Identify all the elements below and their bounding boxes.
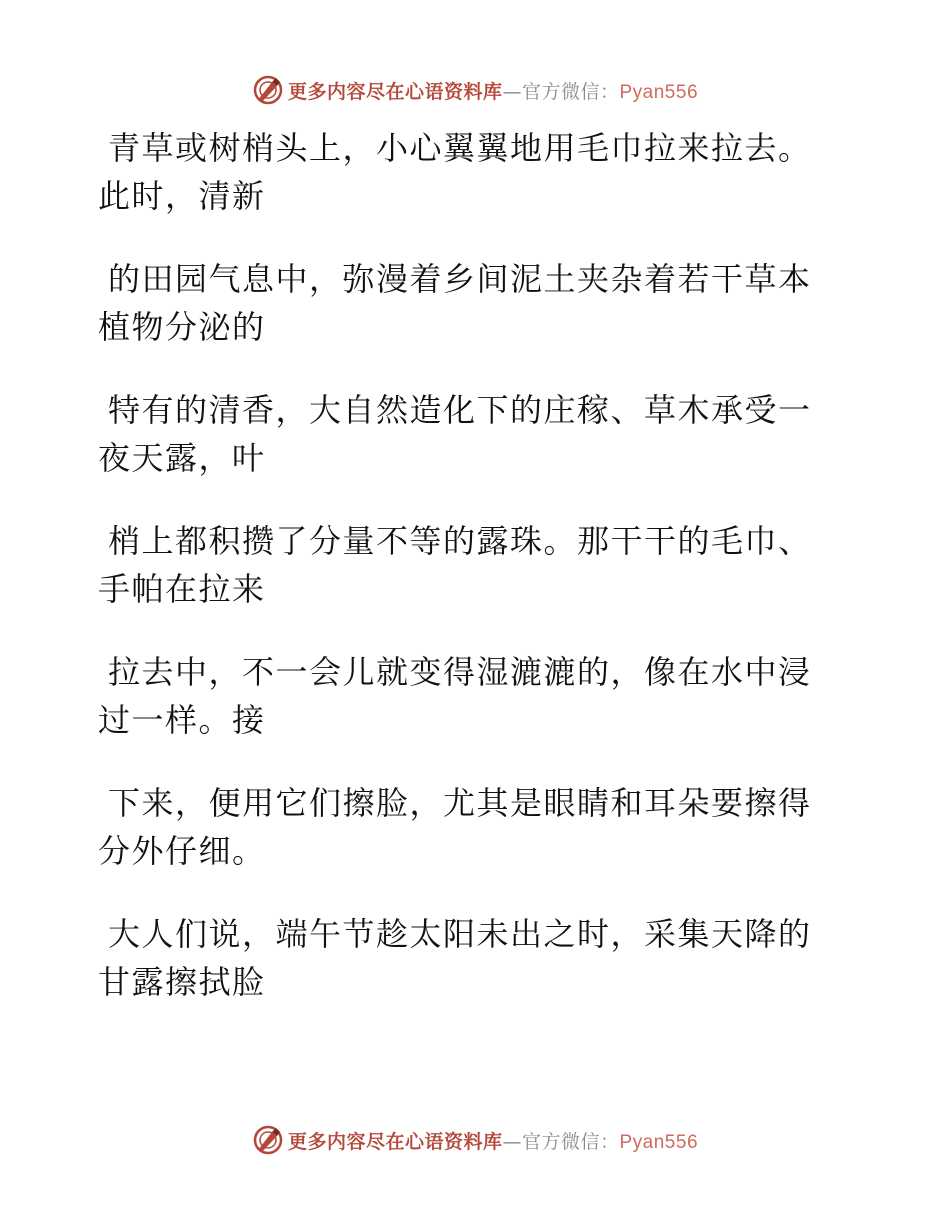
footer-wechat-id: Pyan556 xyxy=(619,1131,699,1153)
paragraph-line: 夜天露，叶 xyxy=(98,439,266,477)
paragraph xyxy=(98,386,838,482)
footer-banner xyxy=(0,1120,950,1160)
paragraph-line: 青草或树梢头上，小心翼翼地用毛巾拉来拉去。 xyxy=(108,129,812,167)
paragraph xyxy=(98,910,838,1006)
paragraph-line: 手帕在拉来 xyxy=(98,570,266,608)
paragraph-line: 特有的清香，大自然造化下的庄稼、草木承受一 xyxy=(108,391,812,429)
paragraph xyxy=(98,517,838,613)
paragraph-line: 植物分泌的 xyxy=(98,308,266,346)
paragraph-line: 大人们说，端午节趁太阳未出之时，采集天降的 xyxy=(108,915,812,953)
header-banner xyxy=(0,70,950,110)
pen-nib-logo-icon xyxy=(252,1124,284,1156)
footer-site-name: 更多内容尽在心语资料库 xyxy=(287,1130,503,1153)
pen-nib-logo-icon xyxy=(252,74,284,106)
paragraph-line: 此时，清新 xyxy=(98,177,266,215)
paragraph-line: 甘露擦拭脸 xyxy=(98,963,266,1001)
paragraph xyxy=(98,648,838,744)
paragraph-line: 过一样。接 xyxy=(98,701,266,739)
header-wechat-id: Pyan556 xyxy=(619,81,699,103)
footer-text xyxy=(288,1127,698,1154)
paragraph-line: 的田园气息中，弥漫着乡间泥土夹杂着若干草本 xyxy=(108,260,812,298)
paragraph xyxy=(98,124,838,220)
header-wechat-label: —官方微信： xyxy=(502,80,620,103)
header-text xyxy=(288,77,698,104)
header-site-name: 更多内容尽在心语资料库 xyxy=(287,80,503,103)
footer-wechat-label: —官方微信： xyxy=(502,1130,620,1153)
paragraph-line: 分外仔细。 xyxy=(98,832,266,870)
paragraph xyxy=(98,779,838,875)
paragraph-line: 下来，便用它们擦脸，尤其是眼睛和耳朵要擦得 xyxy=(108,784,812,822)
paragraph-line: 拉去中，不一会儿就变得湿漉漉的，像在水中浸 xyxy=(108,653,812,691)
paragraph-line: 梢上都积攒了分量不等的露珠。那干干的毛巾、 xyxy=(108,522,812,560)
paragraph xyxy=(98,255,838,351)
document-body xyxy=(98,124,838,1041)
